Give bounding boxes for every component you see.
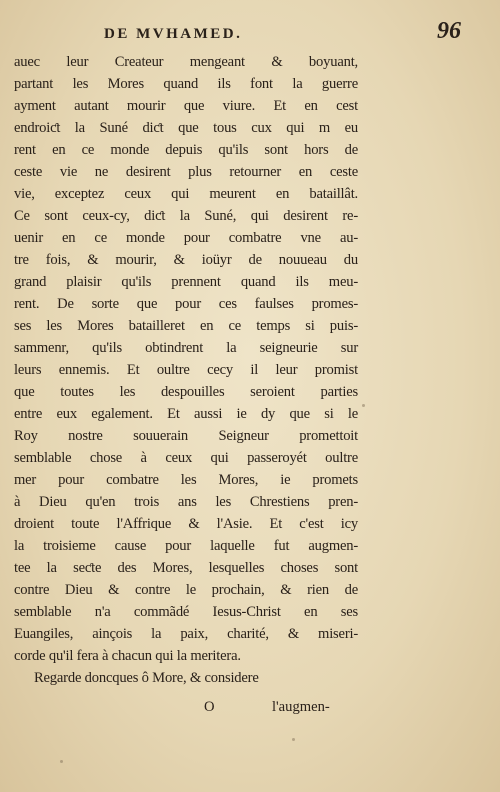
text-line: vie, exceptez ceux qui meurent en bataillât.	[14, 186, 358, 202]
text-line: tee la seƈte des Mores, lesquelles choses sont	[14, 560, 358, 576]
text-line: semblable n'a commãdé Iesus-Christ en ses	[14, 604, 358, 620]
text-line: ayment autant mourir que viure. Et en cest	[14, 98, 358, 114]
text-line: la troisieme cause pour laquelle fut augmen-	[14, 538, 358, 554]
catchword: l'augmen-	[272, 699, 330, 715]
text-line: corde qu'il fera à chacun qui la meritera.	[14, 648, 241, 664]
text-line: droient toute l'Affrique & l'Asie. Et c'est icy	[14, 516, 358, 532]
signature-mark: O	[204, 699, 215, 715]
text-line: ceste vie ne desirent plus retourner en ceste	[14, 164, 358, 180]
text-line: tre fois, & mourir, & ioüyr de nouueau du	[14, 252, 358, 268]
text-line: auec leur Createur mengeant & boyuant,	[14, 54, 358, 70]
text-line: mer pour combatre les Mores, ie promets	[14, 472, 358, 488]
running-title: DE MVHAMED.	[104, 26, 243, 42]
text-line: ses les Mores batailleret en ce temps si puis-	[14, 318, 358, 334]
page-number: 96	[437, 18, 461, 44]
text-line: entre eux egalement. Et aussi ie dy que si le	[14, 406, 358, 422]
paper-speck	[60, 760, 63, 763]
text-line: Regarde doncques ô More, & considere	[34, 670, 259, 686]
text-line: partant les Mores quand ils font la guerre	[14, 76, 358, 92]
text-line: uenir en ce monde pour combatre vne au-	[14, 230, 358, 246]
text-line: semblable chose à ceux qui passeroyét oultre	[14, 450, 358, 466]
text-line: sammenr, qu'ils obtindrent la seigneurie sur	[14, 340, 358, 356]
text-line: rent. De sorte que pour ces faulses promes-	[14, 296, 358, 312]
paper-speck	[292, 738, 295, 741]
text-line: que toutes les despouilles seroient parties	[14, 384, 358, 400]
paper-speck	[362, 404, 365, 407]
body-text	[14, 51, 358, 689]
text-line: endroiƈt la Suné diƈt que tous cux qui m eu	[14, 120, 358, 136]
text-line: leurs ennemis. Et oultre cecy il leur promist	[14, 362, 358, 378]
text-line: Ce sont ceux-cy, diƈt la Suné, qui desirent re-	[14, 208, 358, 224]
text-line: grand plaisir qu'ils prennent quand ils meu-	[14, 274, 358, 290]
text-line: Euangiles, ainçois la paix, charité, & miseri-	[14, 626, 358, 642]
text-line: rent en ce monde depuis qu'ils sont hors de	[14, 142, 358, 158]
page-header	[0, 18, 500, 48]
text-line: Roy nostre souuerain Seigneur promettoit	[14, 428, 358, 444]
text-line: contre Dieu & contre le prochain, & rien de	[14, 582, 358, 598]
text-line: à Dieu qu'en trois ans les Chrestiens pren-	[14, 494, 358, 510]
